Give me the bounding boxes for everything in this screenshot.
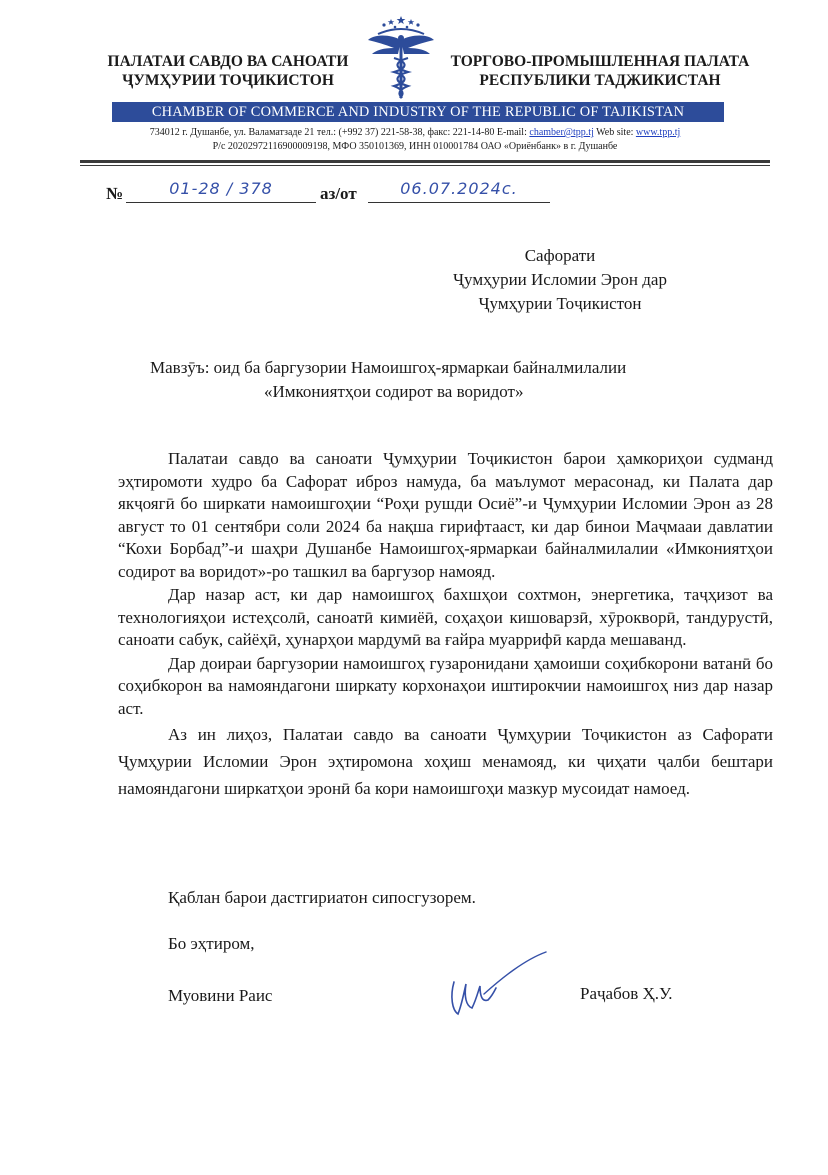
number-label: № [106,184,124,203]
email-link[interactable]: chamber@tpp.tj [529,127,594,138]
org-tj-line2: ҶУМҲУРИИ ТОҶИКИСТОН [122,72,334,89]
recipient-block [400,244,720,316]
website-link[interactable]: www.tpp.tj [635,127,681,138]
number-value: 01-28 / 378 [126,178,316,203]
registration-line [106,178,576,208]
recipient-line-1: Сафорати [524,246,596,265]
signer-position: Муовини Раис [168,986,273,1005]
recipient-line-3: Ҷумҳурии Тоҷикистон [478,294,642,313]
date-value: 06.07.2024с. [368,178,550,203]
header-rule-thick [80,160,770,163]
caduceus-emblem-icon [364,14,438,100]
body-paragraph-2: Дар назар аст, ки дар намоишгоҳ бахшҳои сохтмон, энергетика, таҷҳизот ва технологияҳои истеҳсолӣ, саноатӣ кимиёӣ, соҳаҳои кишоварзӣ, хӯрокворӣ, тандурустӣ, саноати сабук, сайёҳӣ, ҳунарҳои мардумӣ ва ғайра муаррифӣ карда мешаванд. [118,585,773,649]
letter-body [118,448,773,803]
thanks-line: Қаблан барои дастгириатон сипосгузорем. [168,888,476,907]
handwritten-signature-icon [440,944,550,1024]
subject-block [150,356,790,404]
website-label: Web site: [593,127,636,138]
org-name-english-banner: CHAMBER OF COMMERCE AND INDUSTRY OF THE REPUBLIC OF TAJIKISTAN [112,102,724,122]
body-paragraph-4: Аз ин лиҳоз, Палатаи савдо ва саноати Ҷумҳурии Тоҷикистон аз Сафорати Ҷумҳурии Исломии Эрон эҳтиромона хоҳиш менамояд, ки ҷиҳати ҷалби бештари намояндагони ширкатҳои эронӣ ба кори намоишгоҳи мазкур мусоидат намоед. [118,725,773,798]
header-rule-thin [80,165,770,166]
org-name-tajik [88,52,368,90]
org-name-russian [440,52,760,90]
regards-line: Бо эҳтиром, [168,934,255,953]
org-ru-line2: РЕСПУБЛИКИ ТАДЖИКИСТАН [479,72,721,89]
org-tj-line1: ПАЛАТАИ САВДО ВА САНОАТИ [107,53,349,70]
body-paragraph-1: Палатаи савдо ва саноати Ҷумҳурии Тоҷикистон барои ҳамкориҳои судманд эҳтиромоти худро ба Сафорат иброз намуда, ба маълумот мерасонад, ки Палата дар якҷоягӣ бо ширкати намоишгоҳии “Роҳи рушди Осиё”-и Ҷумҳурии Исломии Эрон аз 28 август то 01 сентябри соли 2024 ба нақша гирифтааст, ки дар бинои Маҷмааи давлатии “Кохи Борбад”-и шаҳри Душанбе Намоишгоҳ-ярмаркаи байналмилалии «Имкониятҳои содирот ва воридот»-ро ташкил ва баргузор намояд. [118,449,773,581]
contact-line-2: Р/с 20202972116900009198, МФО 350101369, ИНН 010001784 ОАО «Ориёнбанк» в г. Душанбе [212,141,618,152]
subject-line-2: «Имкониятҳои содирот ва воридот» [264,382,524,401]
date-label: аз/от [320,184,357,203]
org-ru-line1: ТОРГОВО-ПРОМЫШЛЕННАЯ ПАЛАТА [450,53,750,70]
contact-line-1 [60,126,770,139]
body-paragraph-3: Дар доираи баргузории намоишгоҳ гузаронидани ҳамоиши соҳибкорони ватанӣ бо соҳибкорон ва намояндагони ширкату корхонаҳои иштирокчии намоишгоҳ низ дар назар аст. [118,653,773,718]
address-phone-text: 734012 г. Душанбе, ул. Валаматзаде 21 тел.: (+992 37) 221-58-38, факс: 221-14-80 E-mail: [149,127,530,138]
subject-line-1: Мавзӯъ: оид ба баргузории Намоишгоҳ-ярмаркаи байналмилалии [150,358,627,377]
recipient-line-2: Ҷумҳурии Исломии Эрон дар [453,270,667,289]
signer-name: Раҷабов Ҳ.У. [580,984,673,1003]
